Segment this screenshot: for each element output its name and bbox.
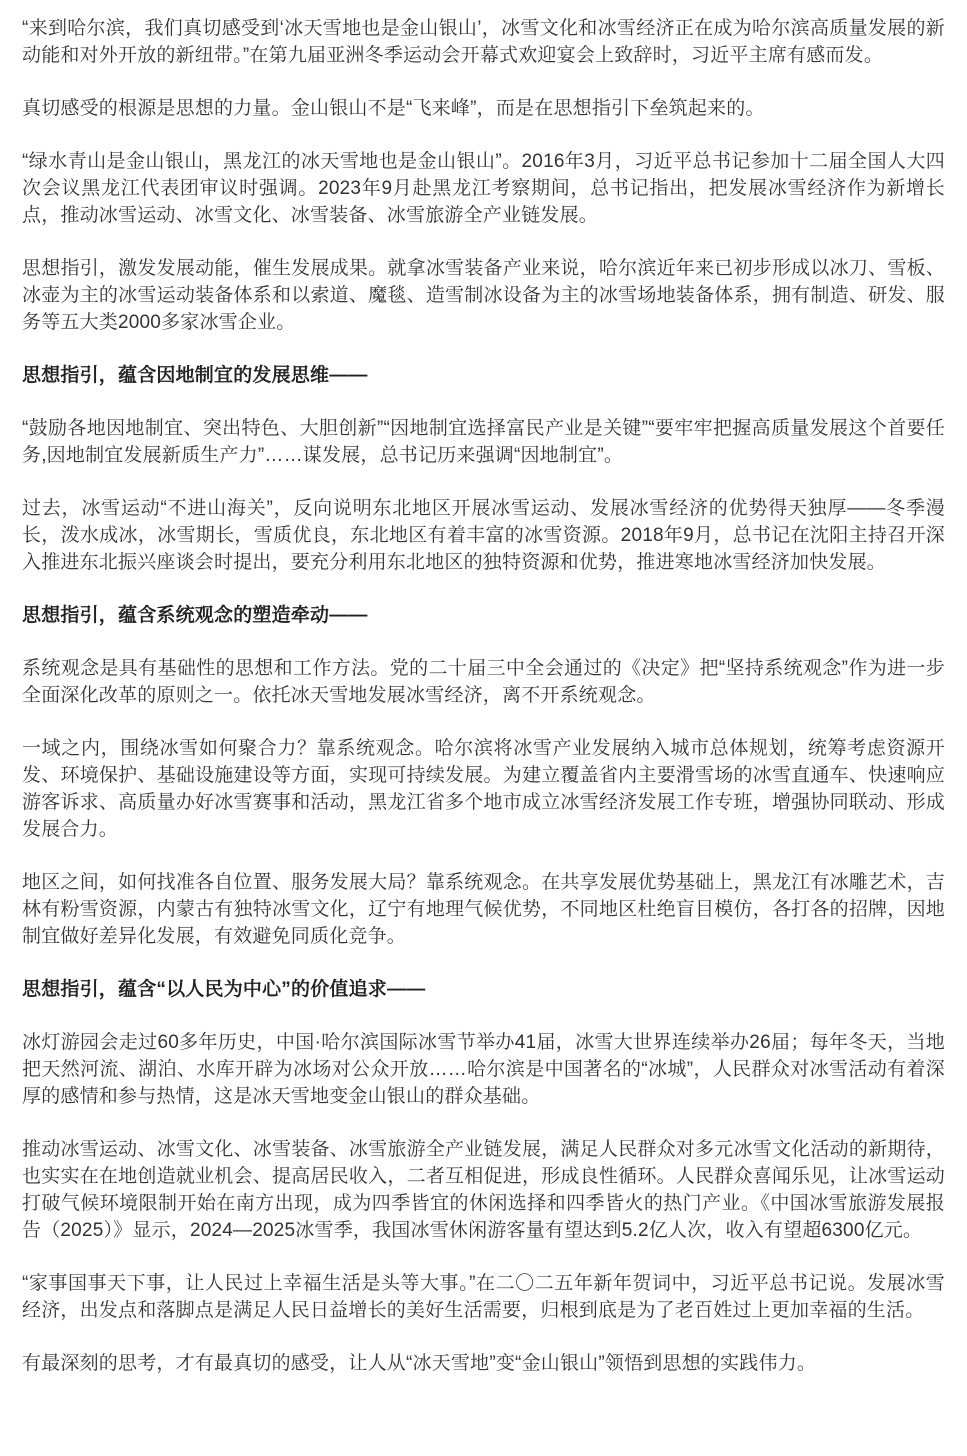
paragraph-closing: 有最深刻的思考，才有最真切的感受，让人从“冰天雪地”变“金山银山”领悟到思想的实践伟力。 [22,1353,817,1374]
paragraph-between-regions: 地区之间，如何找准各自位置、服务发展大局？靠系统观念。在共享发展优势基础上，黑龙江有冰雕艺术，吉林有粉雪资源，内蒙古有独特冰雪文化，辽宁有地理气候优势，不同地区杜绝盲目模仿，各打各的招牌，因地制宜做好差异化发展，有效避免同质化竞争。 [22,872,945,947]
paragraph-new-year-speech: “家事国事天下事，让人民过上幸福生活是头等大事。”在二〇二五年新年贺词中，习近平总书记说。发展冰雪经济，出发点和落脚点是满足人民日益增长的美好生活需要，归根到底是为了老百姓过上更加幸福的生活。 [22,1273,945,1321]
paragraph-opening-quote: “来到哈尔滨，我们真切感受到‘冰天雪地也是金山银山’，冰雪文化和冰雪经济正在成为哈尔滨高质量发展的新动能和对外开放的新纽带。”在第九届亚洲冬季运动会开幕式欢迎宴会上致辞时，习近平主席有感而发。 [22,18,945,66]
paragraph-industry-chain-report: 推动冰雪运动、冰雪文化、冰雪装备、冰雪旅游全产业链发展，满足人民群众对多元冰雪文化活动的新期待，也实实在在地创造就业机会、提高居民收入，二者互相促进，形成良性循环。人民群众喜闻乐见，让冰雪运动打破气候环境限制开始在南方出现，成为四季皆宜的休闲选择和四季皆火的热门产业。《中国冰雪旅游发展报告（2025）》显示，2024—2025冰雪季，我国冰雪休闲游客量有望达到5.2亿人次，收入有望超6300亿元。 [22,1139,945,1241]
paragraph-thought-power: 真切感受的根源是思想的力量。金山银山不是“飞来峰”，而是在思想指引下垒筑起来的。 [22,98,765,119]
paragraph-northeast-advantages: 过去，冰雪运动“不进山海关”，反向说明东北地区开展冰雪运动、发展冰雪经济的优势得天独厚——冬季漫长，泼水成冰，冰雪期长，雪质优良，东北地区有着丰富的冰雪资源。2018年9月，总书记在沈阳主持召开深入推进东北振兴座谈会时提出，要充分利用东北地区的独特资源和优势，推进寒地冰雪经济加快发展。 [22,498,945,573]
section-heading-local-conditions: 思想指引，蕴含因地制宜的发展思维—— [22,365,368,386]
paragraph-equipment-industry: 思想指引，激发发展动能，催生发展成果。就拿冰雪装备产业来说，哈尔滨近年来已初步形成以冰刀、雪板、冰壶为主的冰雪运动装备体系和以索道、魔毯、造雪制冰设备为主的冰雪场地装备体系，拥有制造、研发、服务等五大类2000多家冰雪企业。 [22,258,945,333]
paragraph-ice-lantern-history: 冰灯游园会走过60多年历史，中国·哈尔滨国际冰雪节举办41届，冰雪大世界连续举办26届；每年冬天，当地把天然河流、湖泊、水库开辟为冰场对公众开放……哈尔滨是中国著名的“冰城”，人民群众对冰雪活动有着深厚的感情和参与热情，这是冰天雪地变金山银山的群众基础。 [22,1032,945,1107]
paragraph-within-region: 一域之内，围绕冰雪如何聚合力？靠系统观念。哈尔滨将冰雪产业发展纳入城市总体规划，统筹考虑资源开发、环境保护、基础设施建设等方面，实现可持续发展。为建立覆盖省内主要滑雪场的冰雪直通车、快速响应游客诉求、高质量办好冰雪赛事和活动，黑龙江省多个地市成立冰雪经济发展工作专班，增强协同联动、形成发展合力。 [22,738,945,840]
section-heading-people-centered: 思想指引，蕴含“以人民为中心”的价值追求—— [22,979,426,1000]
paragraph-local-conditions-quotes: “鼓励各地因地制宜、突出特色、大胆创新”“因地制宜选择富民产业是关键”“要牢牢把握高质量发展这个首要任务,因地制宜发展新质生产力”……谋发展，总书记历来强调“因地制宜”。 [22,418,945,466]
paragraph-system-concept-intro: 系统观念是具有基础性的思想和工作方法。党的二十届三中全会通过的《决定》把“坚持系统观念”作为进一步全面深化改革的原则之一。依托冰天雪地发展冰雪经济，离不开系统观念。 [22,658,945,706]
section-heading-system-concept: 思想指引，蕴含系统观念的塑造牵动—— [22,605,368,626]
paragraph-green-mountains: “绿水青山是金山银山，黑龙江的冰天雪地也是金山银山”。2016年3月，习近平总书记参加十二届全国人大四次会议黑龙江代表团审议时强调。2023年9月赴黑龙江考察期间，总书记指出，把发展冰雪经济作为新增长点，推动冰雪运动、冰雪文化、冰雪装备、冰雪旅游全产业链发展。 [22,151,945,226]
